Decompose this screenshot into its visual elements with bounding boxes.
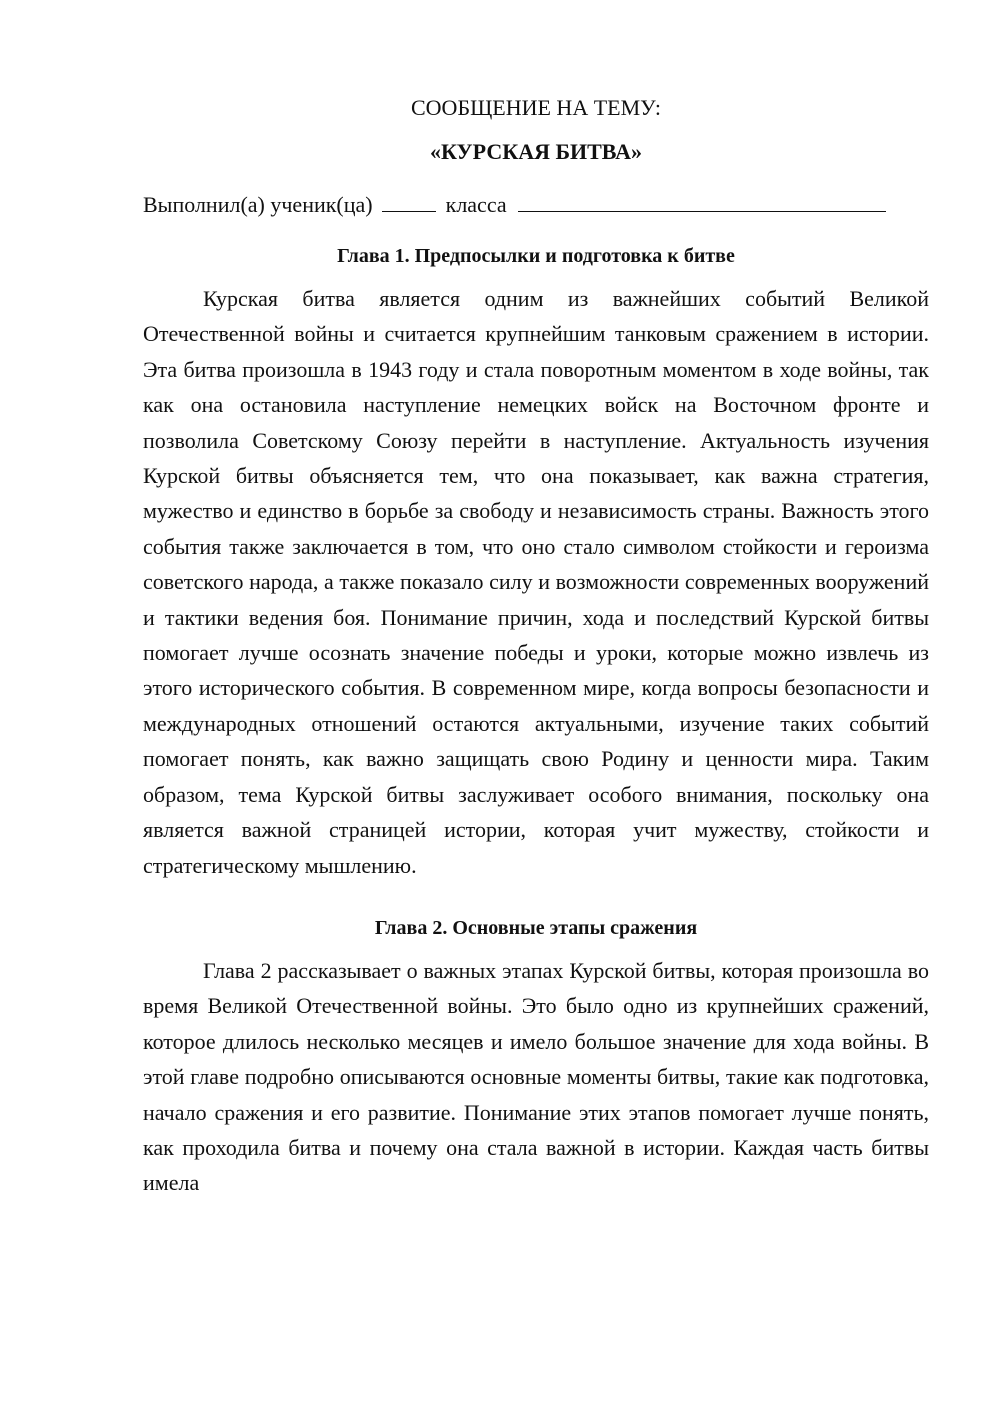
document-title-line-2: «КУРСКАЯ БИТВА» (430, 139, 642, 164)
chapter-2-heading: Глава 2. Основные этапы сражения (374, 916, 698, 939)
document-title-line-1: СООБЩЕНИЕ НА ТЕМУ: (411, 95, 661, 120)
chapter-1-text: Курская битва является одним из важнейших событий Великой Отечественной войны и считается крупнейшим танковым сражением в истории. Эта битва произошла в 1943 году и стала поворотным моментом в ходе войны, так как она остановила наступление немецких войск на Восточном фронте и позволила Советскому Союзу перейти в наступление. Актуальность изучения Курской битвы объясняется тем, что она показывает, как важна стратегия, мужество и единство в борьбе за свободу и независимость страны. Важность этого события также заключается в том, что оно стало символом стойкости и героизма советского народа, а также показало силу и возможности современных вооружений и тактики ведения боя. Понимание причин, хода и последствий Курской битвы помогает лучше осознать значение победы и уроки, которые можно извлечь из этого исторического события. В современном мире, когда вопросы безопасности и международных отношений остаются актуальными, изучение таких событий помогает понять, как важно защищать свою Родину и ценности мира. Таким образом, тема Курской битвы заслуживает особого внимания, поскольку она является важной страницей истории, которая учит мужеству, стойкости и стратегическому мышлению. (143, 286, 929, 878)
author-label: Выполнил(а) ученик(ца) (143, 192, 373, 217)
student-name-blank (382, 189, 436, 212)
class-label: класса (445, 192, 507, 217)
author-line (143, 189, 929, 221)
chapter-1-heading: Глава 1. Предпосылки и подготовка к битве (337, 245, 735, 267)
class-blank (518, 189, 886, 212)
document-content (143, 92, 929, 1201)
chapter-2-text: Глава 2 рассказывает о важных этапах Курской битвы, которая произошла во время Великой Отечественной войны. Это было одно из крупнейших сражений, которое длилось несколько месяцев и имело большое значение для хода войны. В этой главе подробно описываются основные моменты битвы, такие как подготовка, начало сражения и его развитие. Понимание этих этапов помогает лучше понять, как проходила битва и почему она стала важной в истории. Каждая часть битвы имела (143, 957, 929, 1196)
